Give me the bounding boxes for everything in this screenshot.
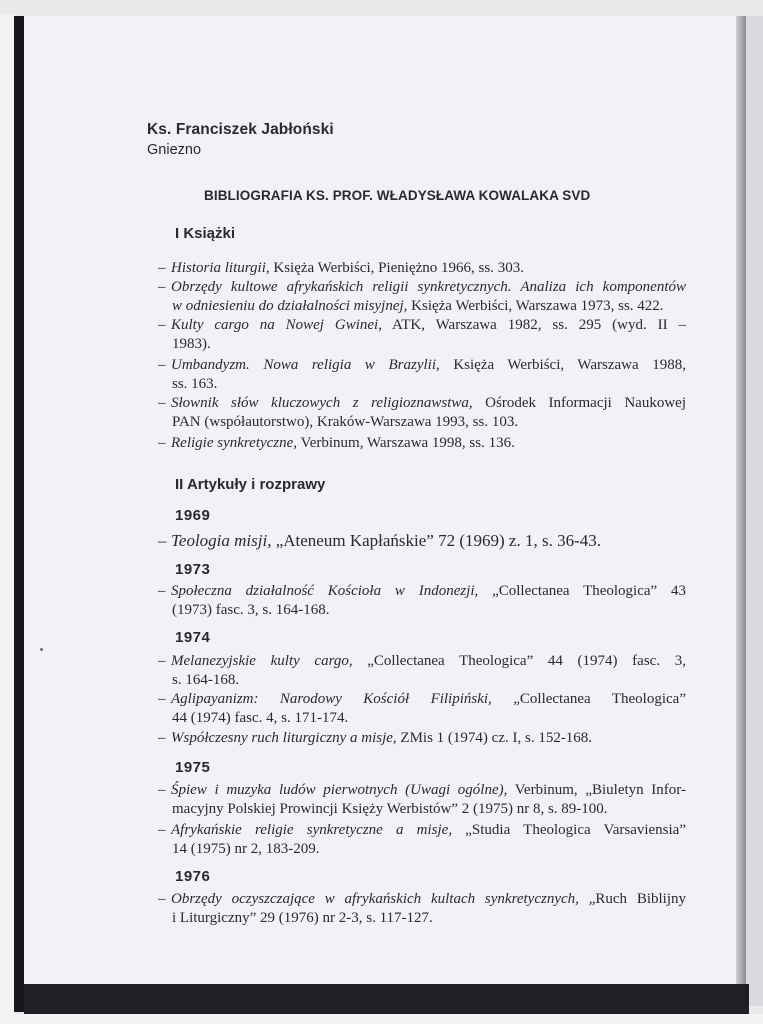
- scan-left-edge: [0, 14, 14, 1024]
- page: [24, 16, 736, 984]
- article-entry: [158, 890, 686, 928]
- article-details-cont: s. 164-168.: [172, 672, 240, 688]
- dash: –: [158, 822, 166, 838]
- dash: –: [158, 730, 166, 746]
- year-heading: 1976: [175, 868, 211, 885]
- book-title: Kulty cargo na Nowej Gwinei,: [171, 317, 382, 333]
- book-entry: [158, 316, 686, 354]
- book-details: ATK, Warszawa 1982, ss. 295 (wyd. II –: [381, 317, 686, 333]
- article-details-cont: (1973) fasc. 3, s. 164-168.: [172, 602, 330, 618]
- article-entry: [158, 729, 686, 748]
- article-title: Teologia misji,: [171, 531, 272, 550]
- book-details: Księża Werbiści, Warszawa 1988,: [439, 357, 686, 373]
- document-title: BIBLIOGRAFIA KS. PROF. WŁADYSŁAWA KOWALAKA SVD: [204, 188, 591, 203]
- book-entry: [158, 278, 686, 316]
- article-details: „Collectanea Theologica” 44 (1974) fasc. 3,: [352, 653, 686, 669]
- book-details-cont: ss. 163.: [172, 376, 218, 392]
- book-entry: [158, 394, 686, 432]
- dash: –: [158, 357, 166, 373]
- dash: –: [158, 531, 167, 550]
- dash: –: [158, 279, 166, 295]
- dash: –: [158, 691, 166, 707]
- article-title: Aglipayanizm: Narodowy Kościół Filipiński,: [171, 691, 492, 707]
- article-details: Verbinum, „Biuletyn Infor-: [507, 782, 686, 798]
- book-title: Słownik słów kluczowych z religioznawstwa,: [171, 395, 473, 411]
- article-details: ZMis 1 (1974) cz. I, s. 152-168.: [396, 730, 593, 746]
- article-title: Melanezyjskie kulty cargo,: [171, 653, 353, 669]
- dash: –: [158, 782, 166, 798]
- scan-bottom-shadow: [24, 984, 749, 1014]
- article-details: „Ruch Biblijny: [578, 891, 686, 907]
- book-details: Ośrodek Informacji Naukowej: [472, 395, 686, 411]
- article-details: „Collectanea Theologica” 43: [478, 583, 686, 599]
- article-details-cont: 44 (1974) fasc. 4, s. 171-174.: [172, 710, 349, 726]
- dash: –: [158, 891, 166, 907]
- book-details-cont: 1983).: [172, 336, 211, 352]
- dash: –: [158, 395, 166, 411]
- author-place: Gniezno: [147, 142, 202, 158]
- year-heading: 1974: [175, 629, 211, 646]
- book-title: Religie synkretyczne,: [171, 435, 298, 451]
- article-details-cont: i Liturgiczny” 29 (1976) nr 2-3, s. 117-127.: [172, 910, 433, 926]
- book-details: Księża Werbiści, Pieniężno 1966, ss. 303.: [269, 260, 524, 276]
- article-title: Afrykańskie religie synkretyczne a misje,: [171, 822, 453, 838]
- book-title: Umbandyzm. Nowa religia w Brazylii,: [171, 357, 440, 373]
- article-entry: [158, 821, 686, 859]
- dash: –: [158, 260, 166, 276]
- article-title: Śpiew i muzyka ludów pierwotnych (Uwagi ogólne),: [171, 782, 508, 798]
- book-title: Historia liturgii,: [171, 260, 270, 276]
- book-entry: [158, 356, 686, 394]
- book-title-cont: w odniesieniu do działalności misyjnej,: [172, 298, 408, 314]
- article-title: Obrzędy oczyszczające w afrykańskich kultach synkretycznych,: [171, 891, 579, 907]
- article-entry: [158, 582, 686, 620]
- article-details: „Studia Theologica Varsaviensia”: [452, 822, 687, 838]
- scan-bottom-edge: [0, 1014, 763, 1024]
- article-entry: [158, 690, 686, 728]
- article-details-cont: 14 (1975) nr 2, 183-209.: [172, 841, 320, 857]
- article-entry: [158, 781, 686, 819]
- article-entry: [158, 652, 686, 690]
- page-content: [24, 16, 736, 984]
- dash: –: [158, 583, 166, 599]
- article-title: Społeczna działalność Kościoła w Indonezji,: [171, 583, 479, 599]
- article-details: „Collectanea Theologica”: [491, 691, 686, 707]
- dash: –: [158, 653, 166, 669]
- book-details: Verbinum, Warszawa 1998, ss. 136.: [297, 435, 515, 451]
- binding-shadow: [14, 16, 24, 1012]
- dash: –: [158, 435, 166, 451]
- year-heading: 1975: [175, 759, 211, 776]
- article-details-cont: macyjny Polskiej Prowincji Księży Werbistów” 2 (1975) nr 8, s. 89-100.: [172, 801, 608, 817]
- book-details: Księża Werbiści, Warszawa 1973, ss. 422.: [407, 298, 664, 314]
- article-entry: [158, 531, 686, 550]
- author-name: Ks. Franciszek Jabłoński: [147, 121, 334, 138]
- book-title: Obrzędy kultowe afrykańskich religii synkretycznych. Analiza ich komponentów: [171, 279, 686, 295]
- book-entry: [158, 434, 686, 453]
- book-entry: [158, 259, 686, 278]
- year-heading: 1969: [175, 507, 211, 524]
- article-details: „Ateneum Kapłańskie” 72 (1969) z. 1, s. 36-43.: [271, 531, 601, 550]
- section-heading-books: I Książki: [175, 225, 236, 242]
- section-heading-articles: II Artykuły i rozprawy: [175, 476, 326, 493]
- article-title: Współczesny ruch liturgiczny a misje,: [171, 730, 397, 746]
- scan-speck: [40, 648, 43, 651]
- page-edge-shadow: [736, 16, 746, 984]
- scan-right-edge: [746, 16, 763, 1006]
- book-details-cont: PAN (współautorstwo), Kraków-Warszawa 1993, ss. 103.: [172, 414, 519, 430]
- year-heading: 1973: [175, 561, 211, 578]
- dash: –: [158, 317, 166, 333]
